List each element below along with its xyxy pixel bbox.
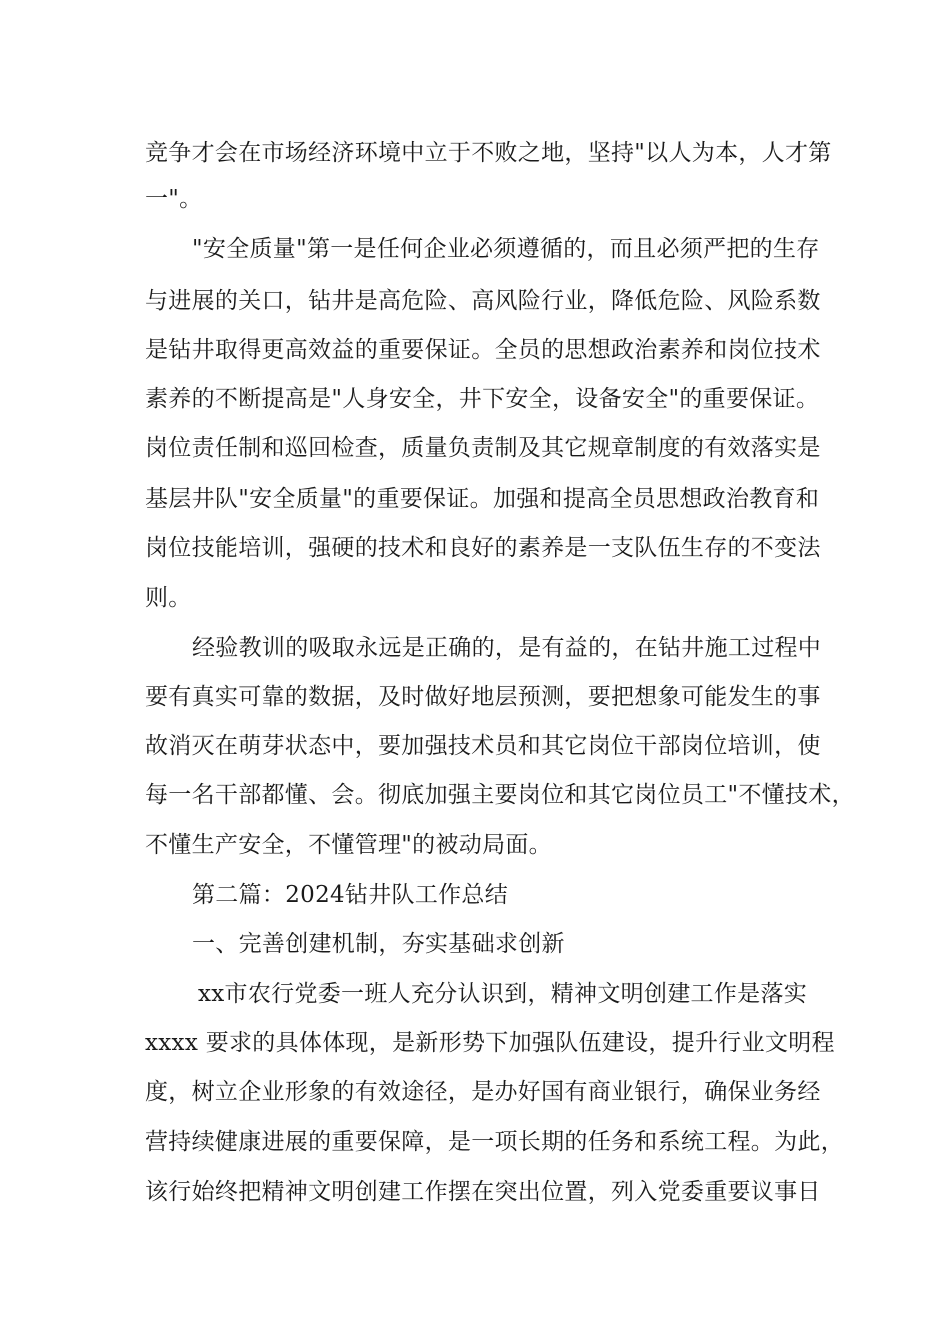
text-line: 基层井队"安全质量"的重要保证。加强和提高全员思想政治教育和 [145, 486, 820, 512]
paragraph-start-line: xx市农行党委一班人充分认识到，精神文明创建工作是落实 [198, 981, 808, 1007]
paragraph-start-line: "安全质量"第一是任何企业必须遵循的，而且必须严把的生存 [192, 236, 820, 262]
paragraph-start-line: 经验教训的吸取永远是正确的，是有益的，在钻井施工过程中 [192, 635, 822, 661]
text-line: 一"。 [145, 186, 203, 212]
text-line: 素养的不断提高是"人身安全，井下安全，设备安全"的重要保证。 [145, 386, 820, 412]
text-line: 度，树立企业形象的有效途径，是办好国有商业银行，确保业务经 [145, 1079, 821, 1105]
text-line: 岗位技能培训，强硬的技术和良好的素养是一支队伍生存的不变法 [145, 535, 821, 561]
text-line: 是钻井取得更高效益的重要保证。全员的思想政治素养和岗位技术 [145, 337, 821, 363]
text-line: 不懂生产安全，不懂管理"的被动局面。 [145, 832, 552, 858]
text-line: 要有真实可靠的数据，及时做好地层预测，要把想象可能发生的事 [145, 684, 821, 710]
text-line: 与进展的关口，钻井是高危险、高风险行业，降低危险、风险系数 [145, 288, 821, 314]
text-line: 每一名干部都懂、会。彻底加强主要岗位和其它岗位员工"不懂技术， [145, 782, 855, 808]
text-line: 则。 [145, 585, 192, 611]
text-line: 岗位责任制和巡回检查，质量负责制及其它规章制度的有效落实是 [145, 435, 821, 461]
text-line: 该行始终把精神文明创建工作摆在突出位置，列入党委重要议事日 [145, 1179, 821, 1205]
subsection-heading: 一、完善创建机制，夯实基础求创新 [192, 931, 565, 957]
text-line: 故消灭在萌芽状态中，要加强技术员和其它岗位干部岗位培训，使 [145, 733, 821, 759]
section-heading: 第二篇：2024钻井队工作总结 [192, 882, 509, 908]
text-line: xxxx 要求的具体体现，是新形势下加强队伍建设，提升行业文明程 [145, 1030, 835, 1056]
text-line: 营持续健康进展的重要保障，是一项长期的任务和系统工程。为此， [145, 1129, 844, 1155]
text-line: 竞争才会在市场经济环境中立于不败之地，坚持"以人为本，人才第 [145, 140, 832, 166]
